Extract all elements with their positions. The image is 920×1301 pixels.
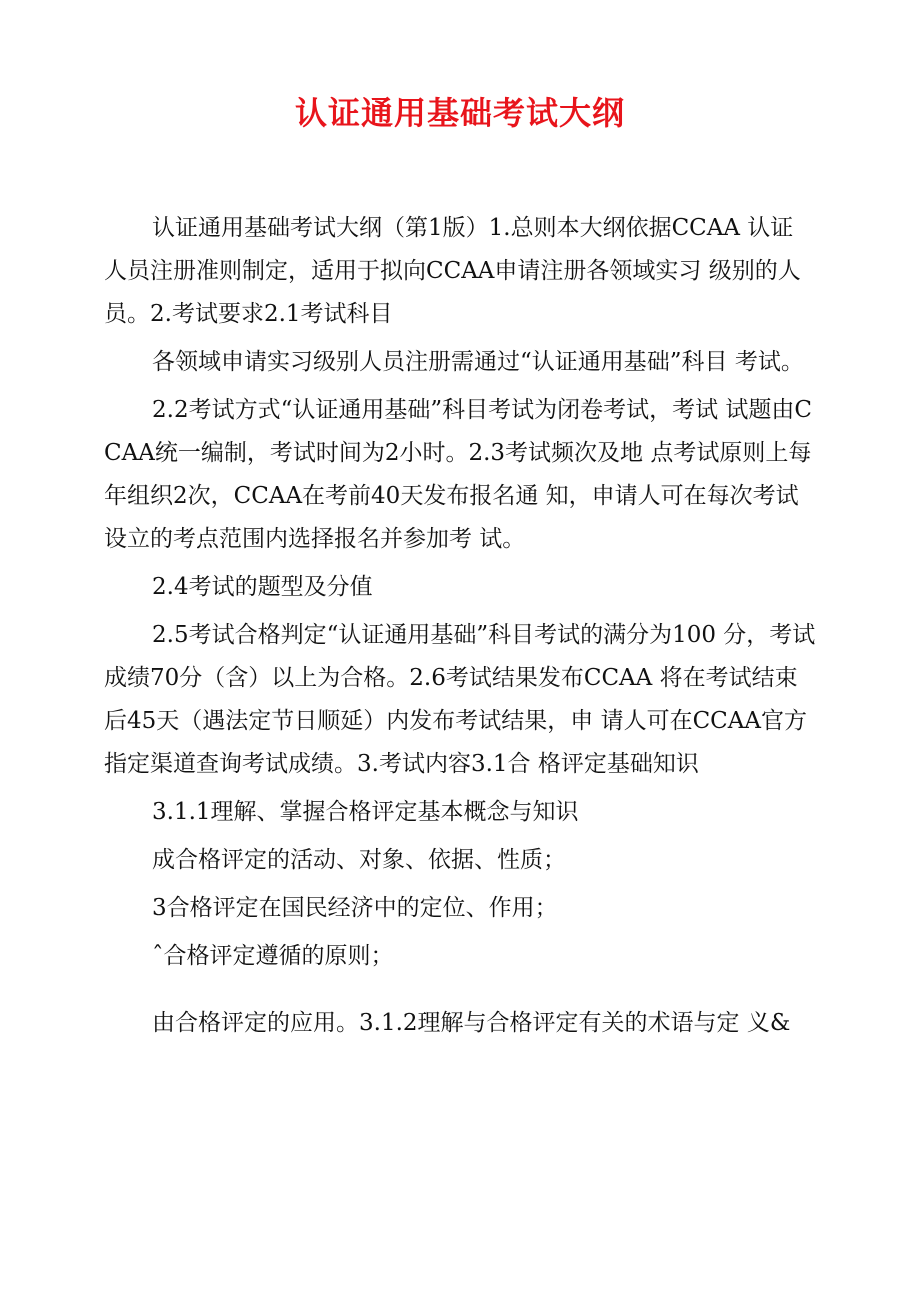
- document-title: 认证通用基础考试大纲: [294, 94, 625, 132]
- paragraph-list-item-4: 由合格评定的应用。3.1.2理解与合格评定有关的术语与定 义&: [152, 1010, 791, 1036]
- paragraph-list-item-1: 成合格评定的活动、对象、依据、性质；: [152, 847, 566, 873]
- document-body: [104, 207, 816, 1045]
- paragraph-exam-method: 2.2考试方式“认证通用基础”科目考试为闭卷考试，考试 试题由CCAA统一编制，考试时间为2小时。2.3考试频次及地 点考试原则上每年组织2次，CCAA在考前40天发布报名通 知，申请人可在每次考试设立的考点范围内选择报名并参加考 试。: [104, 397, 813, 552]
- paragraph-section-3-1-1: 3.1.1理解、掌握合格评定基本概念与知识: [152, 799, 579, 825]
- paragraph-list-item-2: 3合格评定在国民经济中的定位、作用；: [152, 895, 558, 921]
- paragraph-list-item-3: ˆ合格评定遵循的原则；: [152, 943, 394, 969]
- paragraph-pass-criteria: 2.5考试合格判定“认证通用基础”科目考试的满分为100 分，考试成绩70分（含）以上为合格。2.6考试结果发布CCAA 将在考试结束后45天（遇法定节日顺延）内发布考试结果，申 请人可在CCAA官方指定渠道查询考试成绩。3.考试内容3.1合 格评定基础知识: [104, 622, 816, 777]
- paragraph-general: 认证通用基础考试大纲（第1版）1.总则本大纲依据CCAA 认证人员注册准则制定，适用于拟向CCAA申请注册各领域实习 级别的人员。2.考试要求2.1考试科目: [104, 215, 801, 327]
- paragraph-spacer: [104, 978, 816, 1002]
- paragraph-exam-subject: 各领域申请实习级别人员注册需通过“认证通用基础”科目 考试。: [152, 349, 804, 375]
- paragraph-question-types: 2.4考试的题型及分值: [152, 574, 373, 600]
